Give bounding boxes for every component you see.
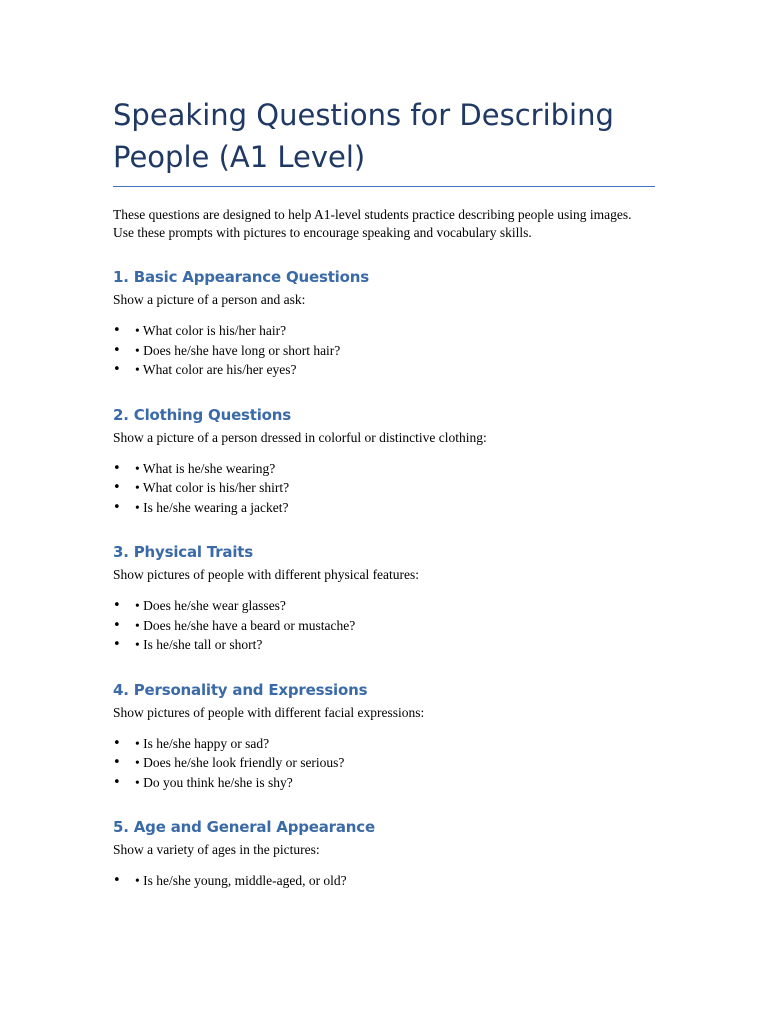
list-item bbox=[113, 321, 655, 341]
bullet-icon: • bbox=[113, 323, 121, 338]
section-heading: 4. Personality and Expressions bbox=[113, 680, 368, 699]
section-basic-appearance bbox=[113, 267, 655, 380]
list-item bbox=[113, 753, 655, 773]
list-item bbox=[113, 596, 655, 616]
section-heading: 1. Basic Appearance Questions bbox=[113, 268, 369, 286]
section-physical-traits bbox=[113, 542, 655, 655]
question-list bbox=[113, 871, 655, 891]
bullet-icon: • bbox=[113, 342, 121, 358]
list-item bbox=[113, 616, 655, 636]
section-intro: Show a picture of a person dressed in colorful or distinctive clothing: bbox=[113, 429, 487, 445]
question-text: • Is he/she tall or short? bbox=[135, 637, 263, 652]
question-text: • Is he/she happy or sad? bbox=[135, 735, 270, 751]
question-text: • Does he/she wear glasses? bbox=[135, 598, 286, 613]
question-text: • Do you think he/she is shy? bbox=[135, 774, 293, 790]
document-body bbox=[113, 94, 655, 891]
question-list bbox=[113, 596, 655, 655]
bullet-icon: • bbox=[113, 755, 121, 770]
intro-paragraph: These questions are designed to help A1-level students practice describing people using images. Use these prompts with pictures to encourage speaking and vocabulary skills. bbox=[113, 207, 632, 240]
question-text: • Does he/she have a beard or mustache? bbox=[135, 617, 356, 633]
list-item bbox=[113, 459, 655, 479]
bullet-icon: • bbox=[113, 460, 121, 476]
section-age-appearance bbox=[113, 817, 655, 891]
list-item bbox=[113, 498, 655, 518]
section-intro: Show pictures of people with different physical features: bbox=[113, 567, 420, 582]
bullet-icon: • bbox=[113, 873, 121, 888]
bullet-icon: • bbox=[113, 499, 121, 515]
question-text: • Is he/she wearing a jacket? bbox=[135, 499, 289, 515]
question-text: • Is he/she young, middle-aged, or old? bbox=[135, 873, 347, 888]
bullet-icon: • bbox=[113, 637, 121, 652]
section-intro: Show a picture of a person and ask: bbox=[113, 292, 306, 307]
list-item bbox=[113, 773, 655, 793]
section-personality-expressions bbox=[113, 680, 655, 793]
section-heading: 2. Clothing Questions bbox=[113, 405, 291, 424]
title-underline-rule bbox=[113, 186, 655, 187]
bullet-icon: • bbox=[113, 598, 121, 613]
list-item bbox=[113, 341, 655, 361]
question-text: • Does he/she look friendly or serious? bbox=[135, 755, 345, 770]
section-intro: Show a variety of ages in the pictures: bbox=[113, 842, 320, 857]
bullet-icon: • bbox=[113, 362, 121, 377]
bullet-icon: • bbox=[113, 617, 121, 633]
question-list bbox=[113, 459, 655, 518]
question-text: • What color is his/her shirt? bbox=[135, 480, 290, 495]
page-title: Speaking Questions for Describing People (A1 Level) bbox=[113, 98, 614, 174]
question-text: • What color is his/her hair? bbox=[135, 323, 287, 338]
list-item bbox=[113, 871, 655, 891]
bullet-icon: • bbox=[113, 480, 121, 495]
question-text: • What is he/she wearing? bbox=[135, 460, 276, 476]
question-text: • What color are his/her eyes? bbox=[135, 362, 297, 377]
bullet-icon: • bbox=[113, 735, 121, 751]
section-heading: 5. Age and General Appearance bbox=[113, 818, 375, 836]
section-clothing bbox=[113, 405, 655, 518]
list-item bbox=[113, 635, 655, 655]
list-item bbox=[113, 360, 655, 380]
question-text: • Does he/she have long or short hair? bbox=[135, 342, 341, 358]
question-list bbox=[113, 321, 655, 380]
list-item bbox=[113, 734, 655, 754]
section-heading: 3. Physical Traits bbox=[113, 543, 253, 561]
list-item bbox=[113, 478, 655, 498]
question-list bbox=[113, 734, 655, 793]
section-intro: Show pictures of people with different facial expressions: bbox=[113, 704, 425, 720]
bullet-icon: • bbox=[113, 774, 121, 790]
